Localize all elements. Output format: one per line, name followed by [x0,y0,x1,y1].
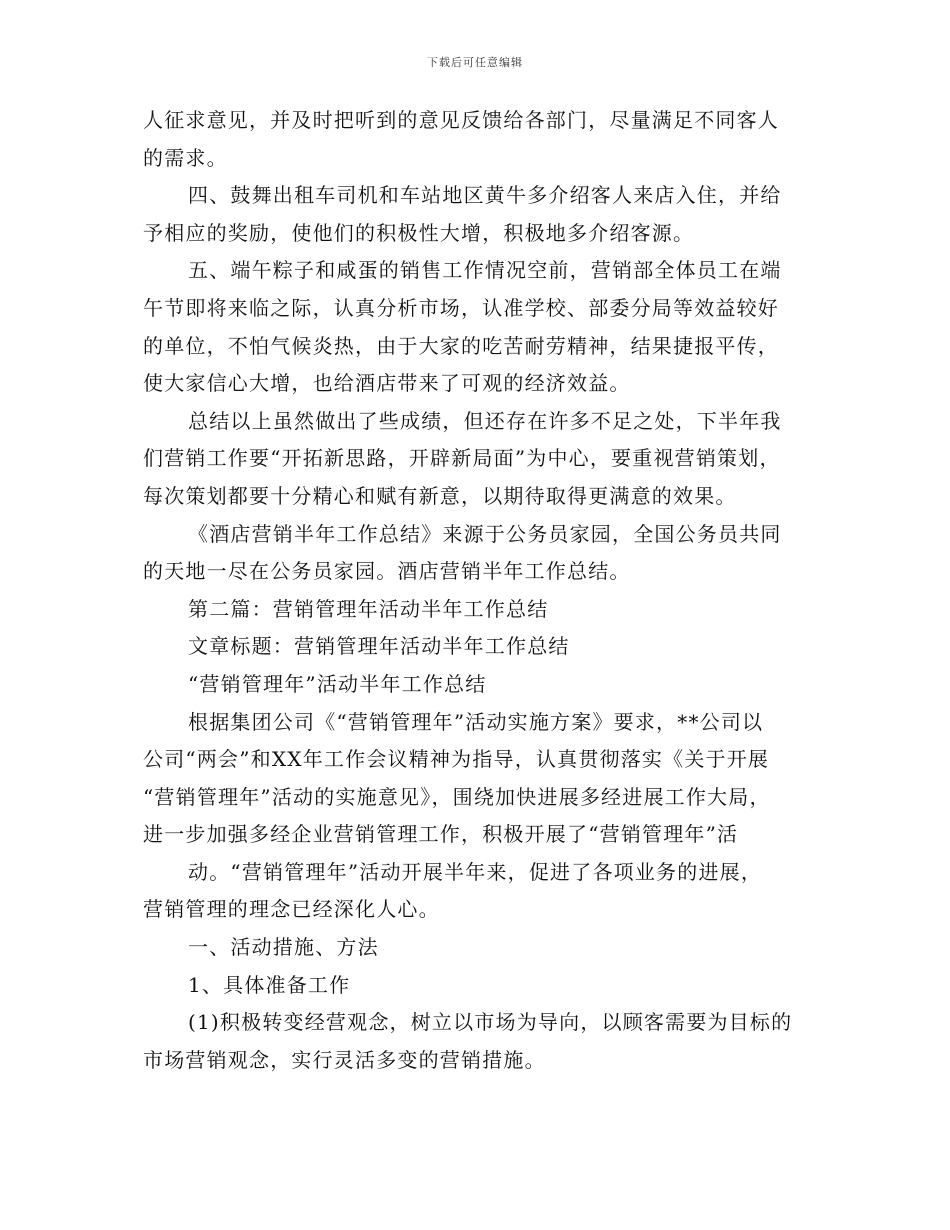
body-line: 《酒店营销半年工作总结》来源于公务员家园，全国公务员共同 [188,521,782,546]
body-line: 的单位，不怕气候炎热，由于大家的吃苦耐劳精神，结果捷报平传， [143,333,779,358]
body-line: 午节即将来临之际，认真分析市场，认准学校、部委分局等效益较好 [143,295,779,320]
body-line: 们营销工作要“开拓新思路，开辟新局面”为中心，要重视营销策划， [143,446,781,471]
page-header-note: 下载后可任意编辑 [427,56,523,69]
section-heading: 第二篇：营销管理年活动半年工作总结 [188,596,549,621]
body-line: 进一步加强多经企业营销管理工作，积极开展了“营销管理年”活 [143,822,739,847]
body-line: 每次策划都要十分精心和赋有新意，以期待取得更满意的效果。 [143,483,737,508]
body-line: 根据集团公司《“营销管理年”活动实施方案》要求，**公司以 [188,709,764,734]
body-line: 的天地一尽在公务员家园。酒店营销半年工作总结。 [143,559,631,584]
body-line: 动。“营销管理年”活动开展半年来，促进了各项业务的进展， [188,859,763,884]
body-line: 总结以上虽然做出了些成绩，但还存在许多不足之处，下半年我 [188,408,782,433]
body-line: (1)积极转变经营观念，树立以市场为导向，以顾客需要为目标的 [188,1010,793,1035]
body-line: “营销管理年”活动的实施意见》，围绕加快进展多经进展工作大局， [143,784,771,809]
body-line: 使大家信心大增，也给酒店带来了可观的经济效益。 [143,371,631,396]
article-title-line: 文章标题：营销管理年活动半年工作总结 [188,634,570,659]
body-line: 公司“两会”和XX年工作会议精神为指导，认真贯彻落实《关于开展 [143,747,770,772]
document-body [143,102,811,1079]
body-line: 予相应的奖励，使他们的积极性大增，积极地多介绍客源。 [143,220,695,245]
body-line: 人征求意见，并及时把听到的意见反馈给各部门，尽量满足不同客人 [143,108,779,132]
body-line: 的需求。 [143,145,228,170]
article-heading: “营销管理年”活动半年工作总结 [188,671,487,696]
subsection-heading: 1、具体准备工作 [188,972,351,997]
subsection-heading: 一、活动措施、方法 [188,935,379,960]
body-line: 四、鼓舞出租车司机和车站地区黄牛多介绍客人来店入住，并给 [188,183,782,208]
body-line: 市场营销观念，实行灵活多变的营销措施。 [143,1047,546,1072]
body-line: 营销管理的理念已经深化人心。 [143,897,440,922]
body-line: 五、端午粽子和咸蛋的销售工作情况空前，营销部全体员工在端 [188,258,782,283]
